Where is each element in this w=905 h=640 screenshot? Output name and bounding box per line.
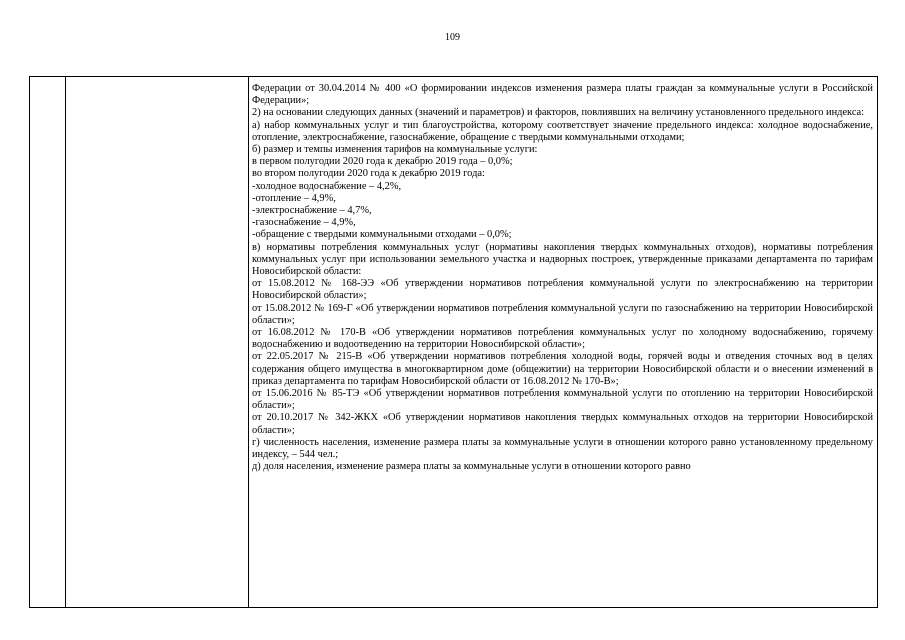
paragraph: г) численность населения, изменение размера платы за коммунальные услуги в отношении которого равно установленному предельному индексу, – 544 чел.; — [252, 436, 873, 461]
paragraph: Федерации от 30.04.2014 № 400 «О формировании индексов изменения размера платы граждан за коммунальные услуги в Российской Федерации»; — [252, 83, 873, 107]
paragraph: от 15.06.2016 № 85-ТЭ «Об утверждении нормативов потребления коммунальной услуги по отоплению на территории Новосибирской области»; — [252, 388, 873, 412]
list-item: -газоснабжение – 4,9%, — [252, 217, 356, 229]
list-item: -холодное водоснабжение – 4,2%, — [252, 180, 402, 192]
paragraph: б) размер и темпы изменения тарифов на коммунальные услуги: — [252, 144, 538, 156]
list-item: -отопление – 4,9%, — [252, 192, 336, 204]
paragraph: от 22.05.2017 № 215-В «Об утверждении нормативов потребления холодной воды, горячей воды и отведения сточных вод в целях содержания общего имущества в многоквартирном доме (общежитии) на территории Новосибирской области и о внесении изменений в приказ департамента по тарифам Новосибирской области от 16.08.2012 № 170-В»; — [252, 351, 873, 387]
paragraph: от 15.08.2012 № 168-ЭЭ «Об утверждении нормативов потребления коммунальной услуги по электроснабжению на территории Новосибирской области»; — [252, 278, 873, 302]
paragraph: д) доля населения, изменение размера платы за коммунальные услуги в отношении которого равно — [252, 461, 691, 473]
table-cell-content — [249, 77, 877, 607]
table-cell-title — [66, 77, 248, 607]
paragraph: от 20.10.2017 № 342-ЖКХ «Об утверждении нормативов накопления твердых коммунальных отходов на территории Новосибирской области»; — [252, 412, 873, 436]
table-cell-number — [30, 77, 65, 607]
list-item: -электроснабжение – 4,7%, — [252, 205, 372, 217]
page-number: 109 — [445, 32, 460, 43]
paragraph: в первом полугодии 2020 года к декабрю 2019 года – 0,0%; — [252, 156, 513, 168]
list-item: -обращение с твердыми коммунальными отходами – 0,0%; — [252, 229, 512, 241]
paragraph: от 16.08.2012 № 170-В «Об утверждении нормативов потребления коммунальных услуг по холодному водоснабжению, горячему водоснабжению и водоотведению на территории Новосибирской области»; — [252, 327, 873, 351]
paragraph: в) нормативы потребления коммунальных услуг (нормативы накопления твердых коммунальных отходов), нормативы потребления коммунальных услуг при использовании земельного участка и надворных построек, утвержденные приказами департамента по тарифам Новосибирской области: — [252, 241, 873, 278]
paragraph: во втором полугодии 2020 года к декабрю 2019 года: — [252, 168, 485, 180]
paragraph: 2) на основании следующих данных (значений и параметров) и факторов, повлиявших на величину установленного предельного индекса: — [252, 107, 865, 119]
document-table — [29, 76, 878, 608]
paragraph: от 15.08.2012 № 169-Г «Об утверждении нормативов потребления коммунальной услуги по газоснабжению на территории Новосибирской области»; — [252, 302, 873, 326]
paragraph: а) набор коммунальных услуг и тип благоустройства, которому соответствует значение предельного индекса: холодное водоснабжение, отопление, электроснабжение, газоснабжение, обращение с твердыми коммунальными отходами; — [252, 119, 873, 143]
